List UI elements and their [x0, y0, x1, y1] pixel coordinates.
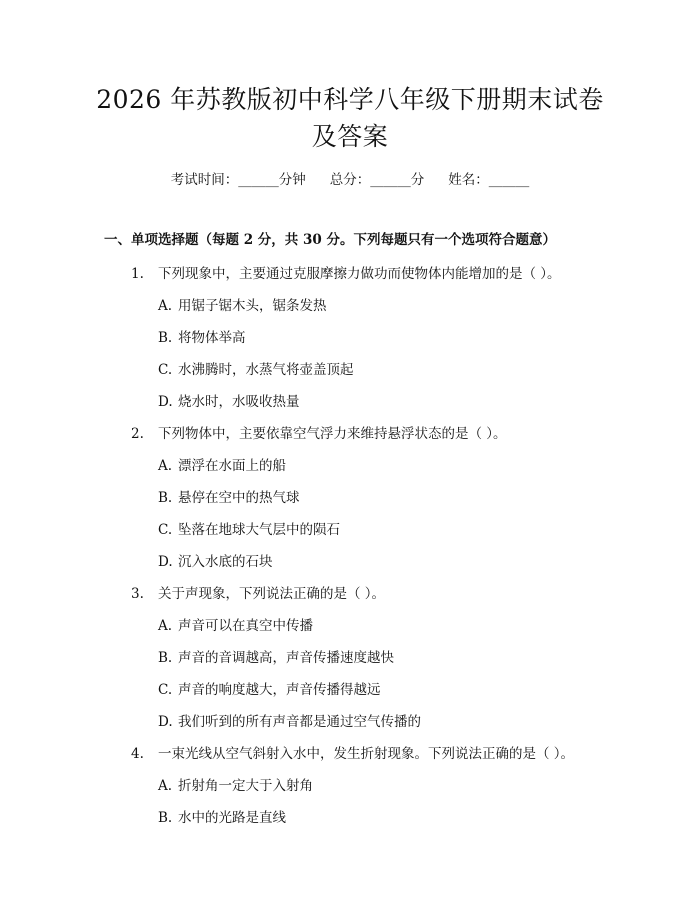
question-text: 下列物体中，主要依靠空气浮力来维持悬浮状态的是（ ）。 — [158, 426, 507, 442]
section-heading-single-choice: 一、单项选择题（每题 2 分，共 30 分。下列每题只有一个选项符合题意） — [104, 232, 556, 248]
option-text: 水中的光路是直线 — [178, 810, 286, 826]
option-text: 声音的音调越高，声音传播速度越快 — [178, 650, 394, 666]
question-number: 4. — [131, 746, 144, 762]
question-1-option-b — [158, 326, 246, 346]
student-name-field: 姓名：______ — [448, 172, 530, 188]
question-4-option-b — [158, 806, 286, 826]
question-2-option-c — [158, 518, 340, 538]
question-number: 3. — [131, 586, 144, 602]
option-letter: A. — [158, 298, 173, 314]
option-letter: C. — [158, 362, 173, 378]
option-text: 烧水时，水吸收热量 — [178, 394, 300, 410]
exam-title-line-2: 及答案 — [311, 122, 389, 151]
question-3-option-a — [158, 614, 313, 634]
option-text: 坠落在地球大气层中的陨石 — [178, 522, 340, 538]
option-letter: D. — [158, 394, 173, 410]
option-letter: B. — [158, 330, 173, 346]
option-letter: C. — [158, 682, 173, 698]
option-letter: C. — [158, 522, 173, 538]
option-text: 沉入水底的石块 — [178, 554, 273, 570]
option-text: 我们听到的所有声音都是通过空气传播的 — [178, 714, 421, 730]
option-text: 水沸腾时，水蒸气将壶盖顶起 — [178, 362, 354, 378]
question-2-option-a — [158, 454, 286, 474]
question-2-option-b — [158, 486, 300, 506]
option-letter: A. — [158, 458, 173, 474]
option-letter: D. — [158, 714, 173, 730]
exam-title-line-1: 2026 年苏教版初中科学八年级下册期末试卷 — [96, 85, 604, 114]
option-letter: B. — [158, 490, 173, 506]
option-letter: D. — [158, 554, 173, 570]
option-letter: B. — [158, 810, 173, 826]
option-letter: B. — [158, 650, 173, 666]
option-text: 折射角一定大于入射角 — [178, 778, 313, 794]
question-text: 关于声现象，下列说法正确的是（ ）。 — [158, 586, 386, 602]
question-3-option-c — [158, 678, 381, 698]
question-1-option-d — [158, 390, 300, 410]
question-number: 2. — [131, 426, 144, 442]
question-1-option-c — [158, 358, 354, 378]
question-number: 1. — [131, 266, 144, 282]
exam-time-field: 考试时间：______分钟 — [170, 172, 306, 188]
option-text: 声音的响度越大，声音传播得越远 — [178, 682, 381, 698]
question-text: 一束光线从空气斜射入水中，发生折射现象。下列说法正确的是（ ）。 — [158, 746, 575, 762]
exam-info-line — [0, 168, 700, 188]
option-text: 漂浮在水面上的船 — [178, 458, 286, 474]
question-3 — [131, 582, 385, 602]
option-text: 悬停在空中的热气球 — [178, 490, 300, 506]
option-text: 将物体举高 — [178, 330, 246, 346]
option-text: 用锯子锯木头，锯条发热 — [178, 298, 327, 314]
total-score-field: 总分：______分 — [329, 172, 425, 188]
question-4-option-a — [158, 774, 313, 794]
question-4 — [131, 742, 574, 762]
question-3-option-b — [158, 646, 394, 666]
option-letter: A. — [158, 618, 173, 634]
question-1 — [131, 262, 561, 282]
question-text: 下列现象中，主要通过克服摩擦力做功而使物体内能增加的是（ ）。 — [158, 266, 561, 282]
question-2 — [131, 422, 507, 442]
question-2-option-d — [158, 550, 273, 570]
option-letter: A. — [158, 778, 173, 794]
question-1-option-a — [158, 294, 327, 314]
option-text: 声音可以在真空中传播 — [178, 618, 313, 634]
question-3-option-d — [158, 710, 421, 730]
